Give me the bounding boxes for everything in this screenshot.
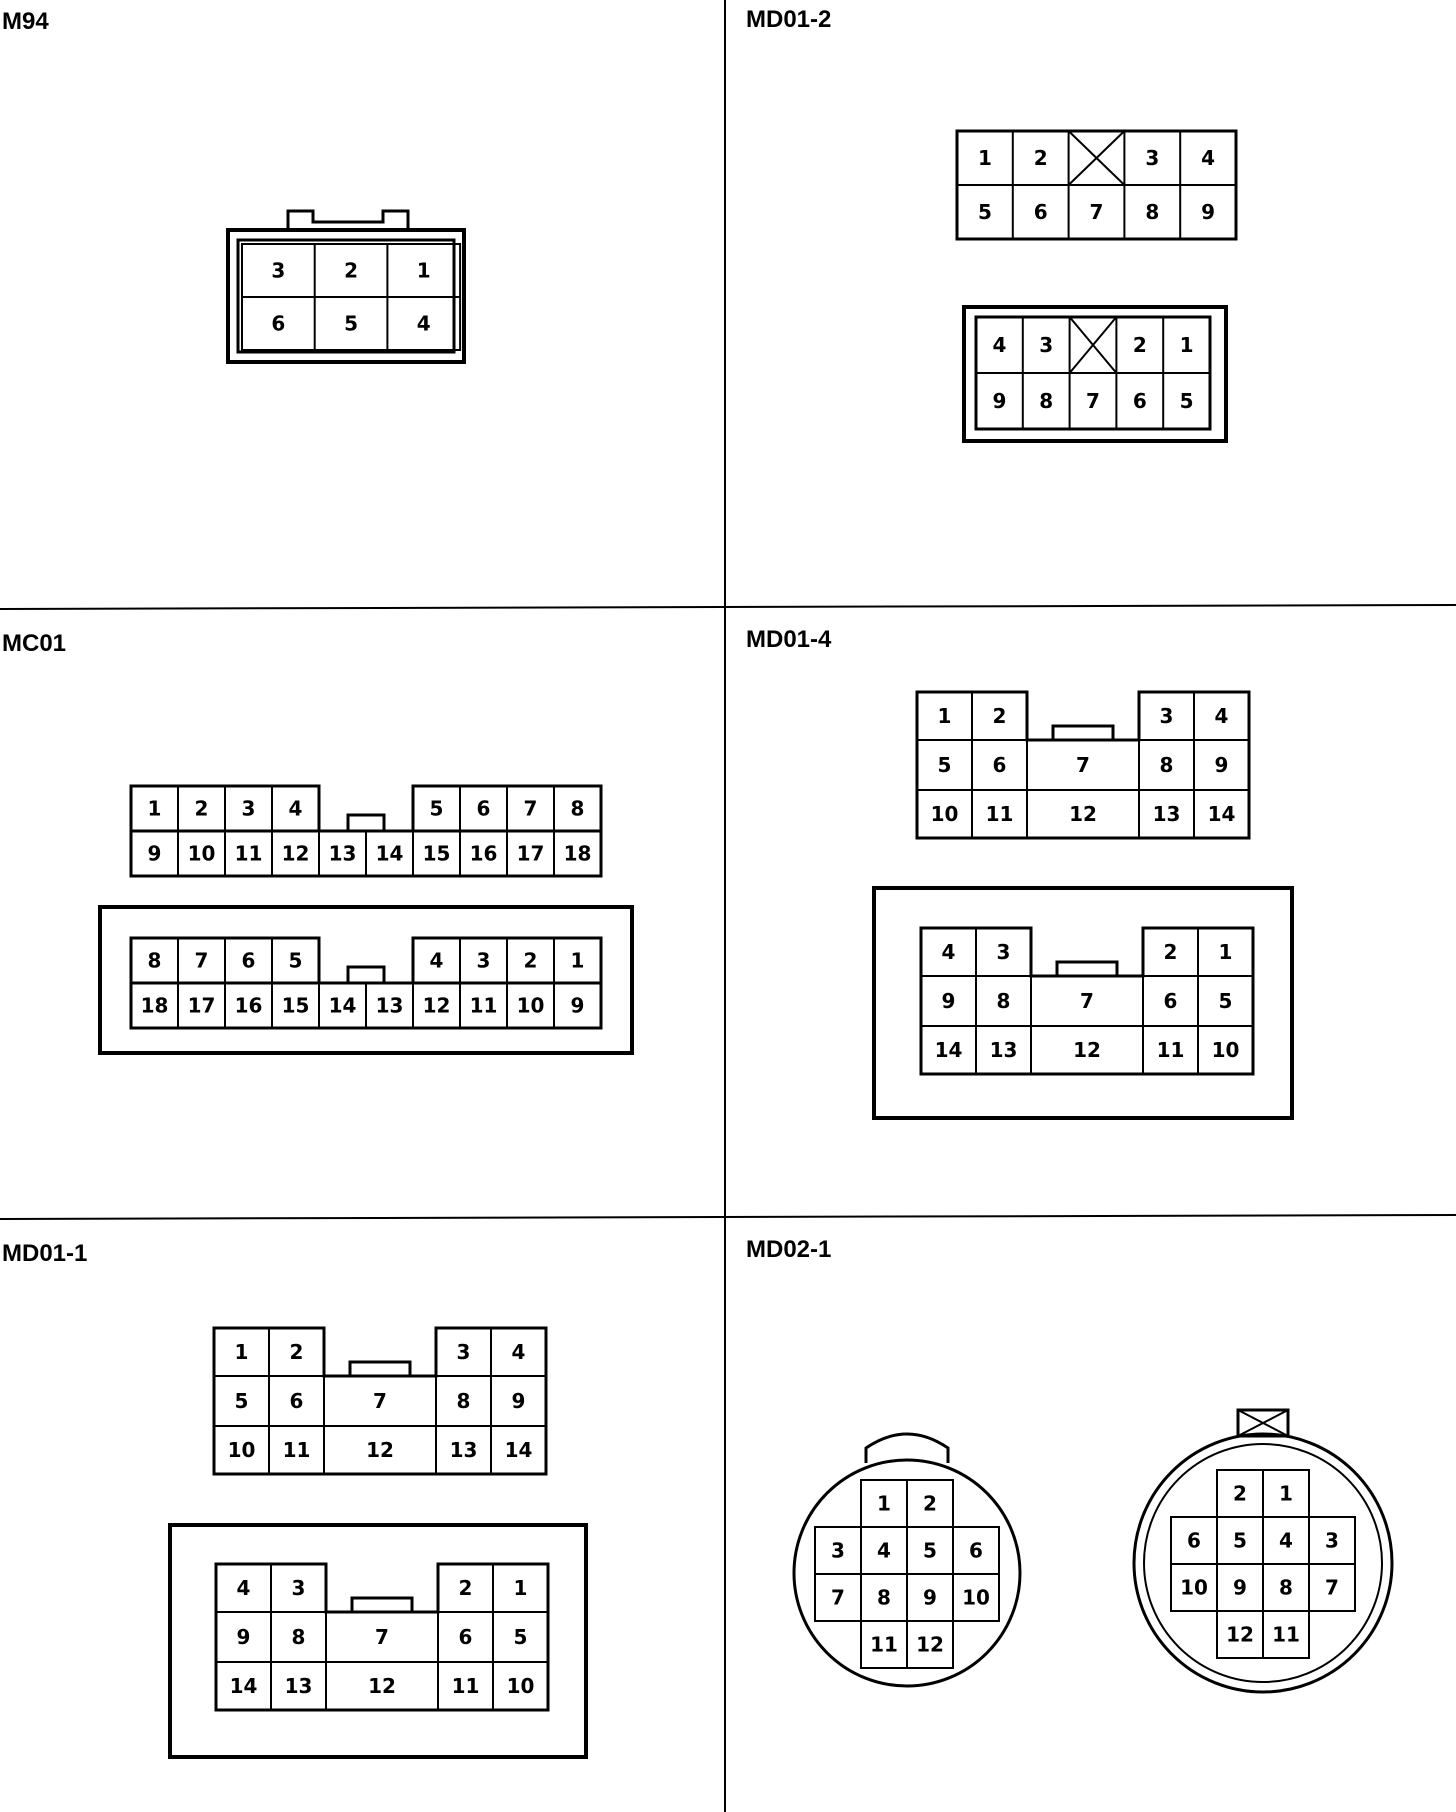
pin-number: 16	[469, 841, 498, 866]
pin-number: 10	[187, 841, 216, 866]
pin-number: 6	[1163, 989, 1178, 1013]
pin-number: 4	[416, 311, 431, 336]
pin-number: 6	[1132, 389, 1147, 413]
pin-number: 12	[368, 1674, 396, 1698]
pin-number: 11	[1272, 1622, 1300, 1647]
connector-label-mc01: MC01	[2, 630, 67, 657]
pin-number: 6	[476, 796, 491, 821]
pin-number: 4	[1214, 704, 1229, 728]
pin-number: 8	[996, 989, 1011, 1013]
pin-number: 13	[284, 1674, 313, 1698]
pin-number: 9	[570, 993, 585, 1018]
pin-number: 13	[328, 841, 357, 866]
pin-number: 5	[1218, 989, 1233, 1013]
connector-label-m94: M94	[2, 8, 49, 35]
pin-number: 2	[1233, 1481, 1247, 1506]
pin-number: 11	[985, 802, 1014, 826]
pin-number: 1	[1218, 940, 1233, 964]
pin-number: 12	[916, 1632, 944, 1657]
pin-number: 14	[1207, 802, 1236, 826]
pin-number: 3	[241, 796, 256, 821]
pin-number: 5	[234, 1389, 249, 1413]
pin-number: 10	[1211, 1038, 1240, 1062]
pin-number: 9	[511, 1389, 526, 1413]
pin-number: 8	[456, 1389, 471, 1413]
pin-number: 17	[187, 993, 216, 1018]
pin-number: 12	[422, 993, 451, 1018]
pin-number: 13	[375, 993, 404, 1018]
pin-number: 15	[281, 993, 310, 1018]
connector-label-md01-2: MD01-2	[746, 6, 832, 33]
key-notch	[350, 1362, 410, 1376]
pin-number: 12	[281, 841, 310, 866]
pin-number: 9	[236, 1625, 251, 1649]
pin-number: 11	[282, 1438, 311, 1462]
connector-housing	[100, 907, 632, 1053]
pin-number: 11	[469, 993, 498, 1018]
pin-number: 9	[1214, 753, 1229, 777]
pin-number: 11	[870, 1632, 898, 1657]
pin-number: 4	[1201, 146, 1216, 170]
pin-number: 3	[271, 258, 286, 283]
pin-number: 1	[977, 146, 992, 170]
pin-number: 14	[375, 841, 404, 866]
pin-number: 2	[344, 258, 359, 283]
pin-number: 12	[1073, 1038, 1101, 1062]
pin-number: 10	[1180, 1575, 1208, 1600]
pin-number: 4	[1279, 1528, 1293, 1553]
pin-number: 6	[271, 311, 286, 336]
pin-number: 14	[934, 1038, 963, 1062]
pin-number: 2	[1033, 146, 1048, 170]
pin-number: 7	[1089, 200, 1104, 224]
pin-number: 7	[373, 1389, 387, 1413]
pin-number: 9	[1233, 1575, 1247, 1600]
key-notch	[1057, 962, 1117, 976]
pin-number: 5	[977, 200, 992, 224]
pin-number: 10	[506, 1674, 535, 1698]
pin-number: 6	[1187, 1528, 1201, 1553]
pin-number: 13	[989, 1038, 1018, 1062]
pin-number: 12	[1226, 1622, 1254, 1647]
connector-md02-1	[794, 1410, 1392, 1692]
locking-tab	[288, 211, 408, 230]
pin-number: 5	[429, 796, 444, 821]
connector-m94	[228, 211, 464, 362]
pin-number: 9	[941, 989, 956, 1013]
pin-number: 5	[1179, 389, 1194, 413]
pin-number: 8	[1039, 389, 1054, 413]
pin-number: 14	[504, 1438, 533, 1462]
pin-number: 3	[476, 948, 491, 973]
pin-number: 12	[366, 1438, 394, 1462]
pin-number: 10	[227, 1438, 256, 1462]
pin-number: 3	[291, 1576, 306, 1600]
pin-number: 8	[570, 796, 585, 821]
pin-number: 7	[1076, 753, 1090, 777]
key-notch	[348, 815, 384, 831]
pin-number: 5	[1233, 1528, 1247, 1553]
connector-mc01	[100, 786, 632, 1053]
pin-number: 1	[416, 258, 431, 283]
pin-number: 6	[969, 1538, 983, 1563]
pin-number: 6	[458, 1625, 473, 1649]
pin-number: 3	[831, 1538, 845, 1563]
pin-number: 4	[511, 1340, 526, 1364]
pin-number: 7	[375, 1625, 389, 1649]
pin-number: 7	[831, 1585, 845, 1610]
pin-number: 1	[877, 1491, 891, 1516]
key-notch	[352, 1598, 412, 1612]
pin-number: 4	[288, 796, 303, 821]
pin-number: 7	[194, 948, 209, 973]
pin-number: 9	[992, 389, 1007, 413]
pin-number: 13	[1152, 802, 1181, 826]
pin-number: 1	[937, 704, 952, 728]
pin-number: 10	[516, 993, 545, 1018]
pin-number: 16	[234, 993, 263, 1018]
pin-number: 1	[234, 1340, 249, 1364]
pin-number: 15	[422, 841, 451, 866]
pin-number: 1	[147, 796, 162, 821]
pin-number: 5	[513, 1625, 528, 1649]
pin-number: 13	[449, 1438, 478, 1462]
pin-number: 3	[456, 1340, 471, 1364]
pin-number: 18	[140, 993, 169, 1018]
pin-number: 11	[234, 841, 263, 866]
pin-number: 10	[962, 1585, 990, 1610]
pin-number: 17	[516, 841, 545, 866]
pin-number: 8	[291, 1625, 306, 1649]
pin-number: 9	[1201, 200, 1216, 224]
pin-number: 11	[1156, 1038, 1185, 1062]
pin-number: 12	[1069, 802, 1097, 826]
key-notch	[348, 967, 384, 983]
pin-number: 14	[229, 1674, 258, 1698]
connector-label-md02-1: MD02-1	[746, 1236, 832, 1263]
pin-number: 3	[1325, 1528, 1339, 1553]
connector-md01-1	[170, 1328, 586, 1757]
pin-number: 14	[328, 993, 357, 1018]
pin-number: 6	[992, 753, 1007, 777]
pin-number: 1	[1179, 333, 1194, 357]
pin-number: 9	[147, 841, 162, 866]
pin-number: 4	[992, 333, 1007, 357]
connector-md01-4	[874, 692, 1292, 1118]
pin-number: 11	[451, 1674, 480, 1698]
pin-number: 2	[523, 948, 538, 973]
pin-number: 9	[923, 1585, 937, 1610]
pin-number: 1	[570, 948, 585, 973]
pin-number: 7	[1080, 989, 1094, 1013]
pin-number: 18	[563, 841, 592, 866]
pin-number: 8	[1279, 1575, 1293, 1600]
pin-number: 8	[1145, 200, 1160, 224]
connector-label-md01-4: MD01-4	[746, 626, 832, 653]
pin-number: 2	[194, 796, 209, 821]
pin-number: 5	[937, 753, 952, 777]
pin-number: 7	[523, 796, 538, 821]
pin-number: 3	[1039, 333, 1054, 357]
pin-number: 5	[923, 1538, 937, 1563]
pin-number: 2	[992, 704, 1007, 728]
pin-number: 3	[1159, 704, 1174, 728]
key-notch	[1053, 726, 1113, 740]
pin-number: 4	[236, 1576, 251, 1600]
pin-number: 10	[930, 802, 959, 826]
pin-number: 6	[241, 948, 256, 973]
pin-number: 2	[923, 1491, 937, 1516]
pin-number: 6	[289, 1389, 304, 1413]
pin-number: 7	[1086, 389, 1100, 413]
pin-number: 2	[458, 1576, 473, 1600]
pin-number: 3	[996, 940, 1011, 964]
divider-row-1	[0, 605, 1456, 609]
pin-number: 1	[513, 1576, 528, 1600]
pin-number: 8	[877, 1585, 891, 1610]
pin-number: 1	[1279, 1481, 1293, 1506]
divider-row-2	[0, 1215, 1456, 1219]
connector-label-md01-1: MD01-1	[2, 1240, 88, 1267]
connector-md01-2	[957, 131, 1236, 441]
pin-number: 4	[429, 948, 444, 973]
pin-number: 7	[1325, 1575, 1339, 1600]
pin-number: 3	[1145, 146, 1160, 170]
pin-number: 2	[289, 1340, 304, 1364]
pin-number: 8	[147, 948, 162, 973]
pin-number: 4	[877, 1538, 891, 1563]
pin-number: 6	[1033, 200, 1048, 224]
pin-number: 2	[1132, 333, 1147, 357]
pin-number: 2	[1163, 940, 1178, 964]
pin-number: 5	[344, 311, 359, 336]
pin-number: 5	[288, 948, 303, 973]
pin-number: 8	[1159, 753, 1174, 777]
pin-number: 4	[941, 940, 956, 964]
